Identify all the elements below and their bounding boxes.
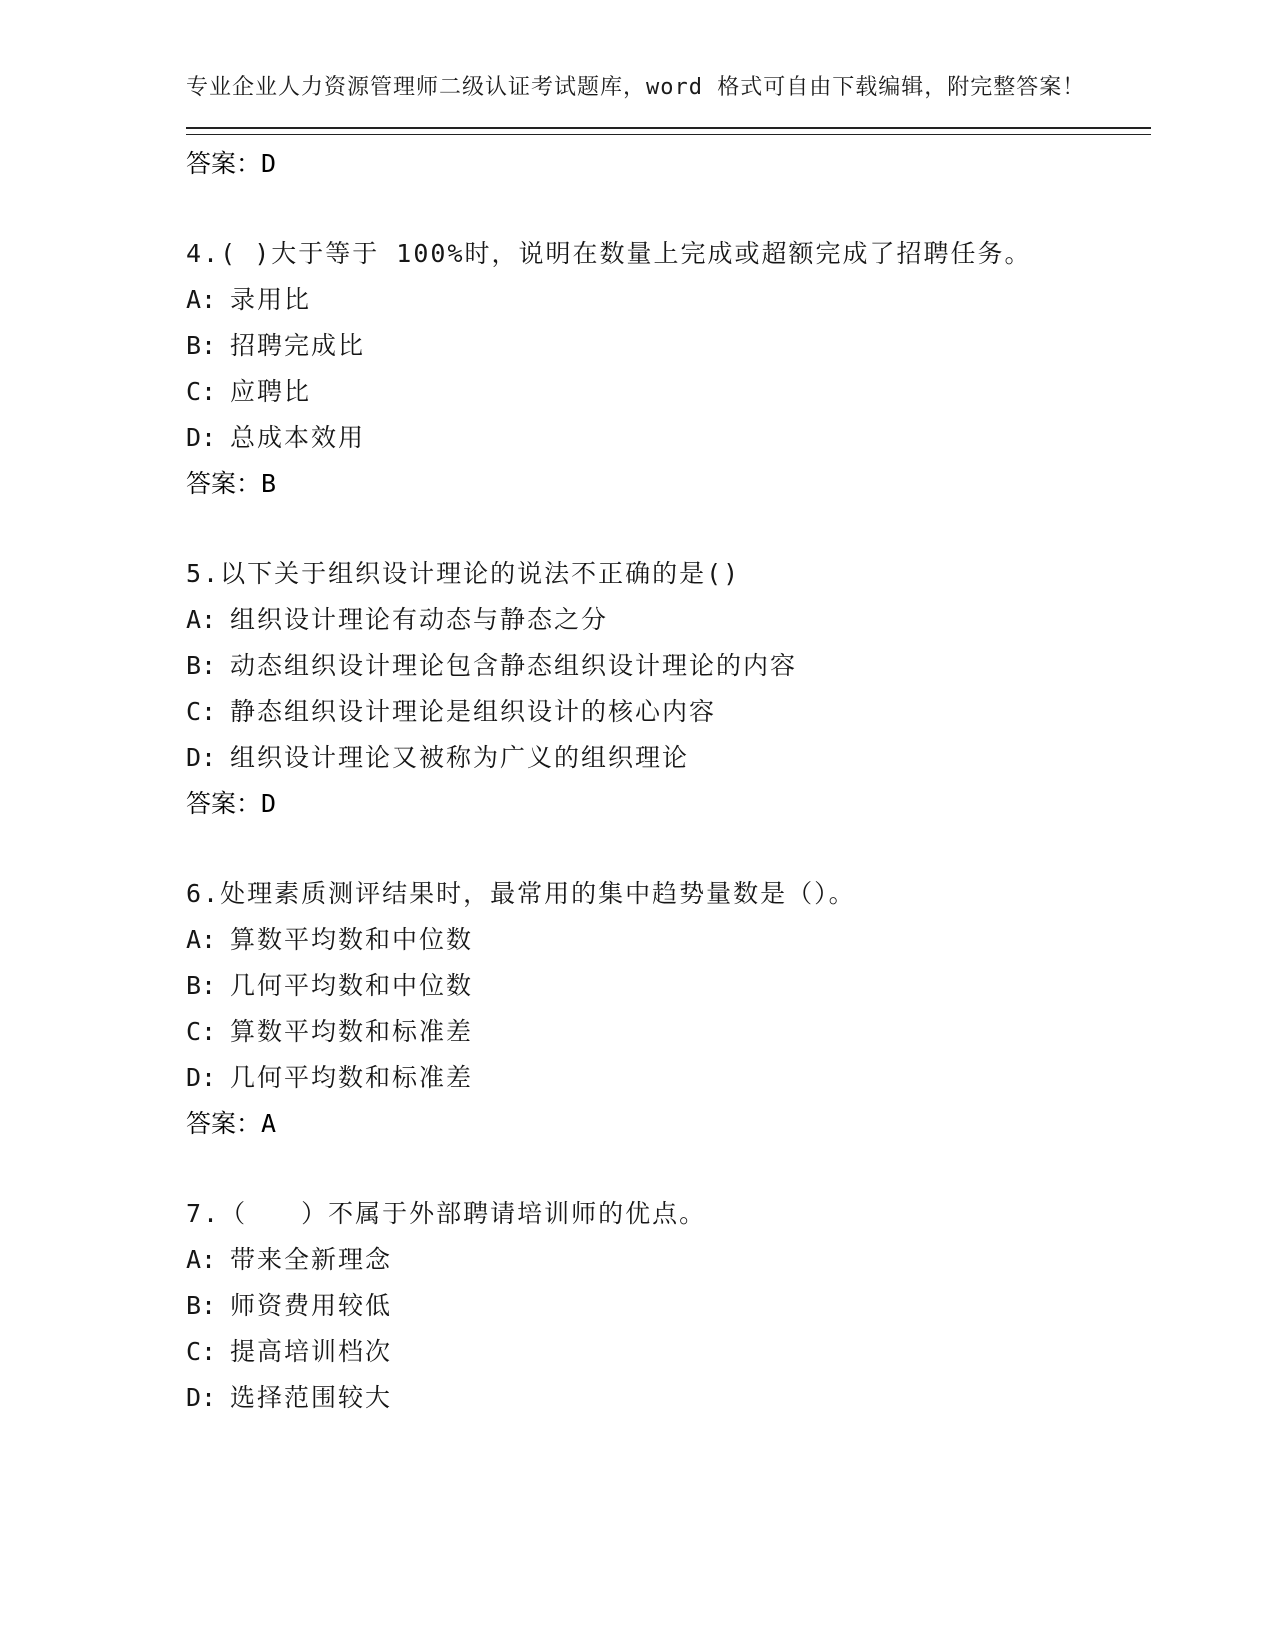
option-d <box>186 1375 1151 1421</box>
question-stem: 6.处理素质测评结果时，最常用的集中趋势量数是（）。 <box>186 879 856 908</box>
question-stem: 4.( )大于等于 100%时，说明在数量上完成或超额完成了招聘任务。 <box>186 239 1032 268</box>
option-text: 带来全新理念 <box>230 1245 393 1274</box>
option-c <box>186 689 1151 735</box>
option-letter: D: <box>186 1383 217 1412</box>
option-text: 总成本效用 <box>230 423 366 452</box>
option-text: 几何平均数和中位数 <box>230 971 474 1000</box>
option-letter: A: <box>186 925 217 954</box>
answer-line <box>186 781 1151 827</box>
option-text: 选择范围较大 <box>230 1383 393 1412</box>
question-list <box>186 231 1151 1421</box>
option-d <box>186 1055 1151 1101</box>
option-letter: A: <box>186 285 217 314</box>
question-block <box>186 1191 1151 1421</box>
option-letter: D: <box>186 423 217 452</box>
option-text: 应聘比 <box>230 377 312 406</box>
option-b <box>186 963 1151 1009</box>
option-text: 师资费用较低 <box>230 1291 393 1320</box>
question-stem: 5.以下关于组织设计理论的说法不正确的是() <box>186 559 741 588</box>
option-letter: B: <box>186 1291 217 1320</box>
option-letter: A: <box>186 605 217 634</box>
option-letter: C: <box>186 1017 217 1046</box>
answer-label: 答案： <box>186 149 262 178</box>
question-block <box>186 231 1151 507</box>
answer-label: 答案： <box>186 789 262 818</box>
option-letter: D: <box>186 1063 217 1092</box>
option-letter: C: <box>186 697 217 726</box>
option-a <box>186 1237 1151 1283</box>
option-text: 静态组织设计理论是组织设计的核心内容 <box>230 697 717 726</box>
option-text: 提高培训档次 <box>230 1337 393 1366</box>
answer-line <box>186 141 1151 187</box>
answer-value: B <box>261 469 277 498</box>
option-letter: B: <box>186 651 217 680</box>
option-letter: A: <box>186 1245 217 1274</box>
option-d <box>186 735 1151 781</box>
answer-line <box>186 1101 1151 1147</box>
option-text: 动态组织设计理论包含静态组织设计理论的内容 <box>230 651 798 680</box>
option-d <box>186 415 1151 461</box>
question-block <box>186 551 1151 827</box>
option-text: 算数平均数和中位数 <box>230 925 474 954</box>
option-text: 录用比 <box>230 285 312 314</box>
option-text: 招聘完成比 <box>230 331 366 360</box>
option-letter: C: <box>186 1337 217 1366</box>
option-b <box>186 643 1151 689</box>
answer-value: D <box>261 789 277 818</box>
answer-value: D <box>261 149 277 178</box>
option-a <box>186 597 1151 643</box>
header-divider <box>186 127 1151 135</box>
option-text: 组织设计理论有动态与静态之分 <box>230 605 609 634</box>
option-a <box>186 917 1151 963</box>
option-c <box>186 1329 1151 1375</box>
option-a <box>186 277 1151 323</box>
answer-line <box>186 461 1151 507</box>
option-b <box>186 1283 1151 1329</box>
option-text: 组织设计理论又被称为广义的组织理论 <box>230 743 690 772</box>
header-note: 专业企业人力资源管理师二级认证考试题库，word 格式可自由下载编辑，附完整答案！ <box>186 75 1086 100</box>
option-c <box>186 1009 1151 1055</box>
answer-label: 答案： <box>186 469 262 498</box>
answer-value: A <box>261 1109 277 1138</box>
option-b <box>186 323 1151 369</box>
document-page <box>186 72 1151 1421</box>
option-text: 算数平均数和标准差 <box>230 1017 474 1046</box>
question-stem: 7.（ ）不属于外部聘请培训师的优点。 <box>186 1199 707 1228</box>
answer-label: 答案： <box>186 1109 262 1138</box>
question-block <box>186 871 1151 1147</box>
option-letter: B: <box>186 971 217 1000</box>
option-letter: D: <box>186 743 217 772</box>
option-c <box>186 369 1151 415</box>
option-letter: B: <box>186 331 217 360</box>
option-letter: C: <box>186 377 217 406</box>
option-text: 几何平均数和标准差 <box>230 1063 474 1092</box>
